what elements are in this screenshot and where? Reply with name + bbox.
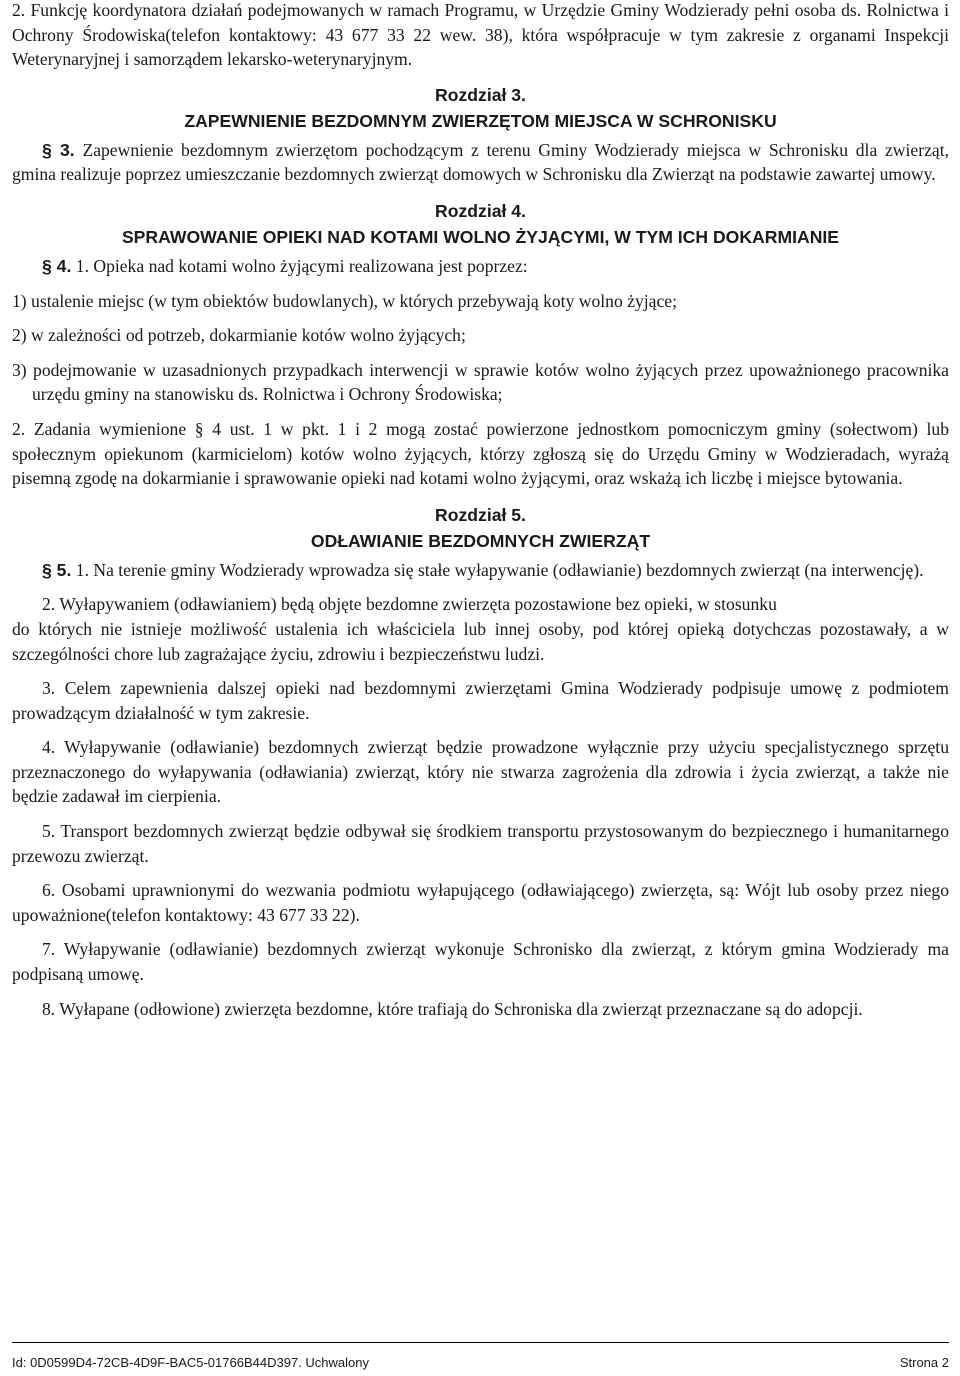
section-5-paragraph-3: 3. Celem zapewnienia dalszej opieki nad bezdomnymi zwierzętami Gmina Wodzierady podpisuje umowę z podmiotem prowadzącym działalność w tym zakresie. xyxy=(12,678,949,723)
section-5-paragraph-5: 5. Transport bezdomnych zwierząt będzie odbywał się środkiem transportu przystosowanym do bezpiecznego i humanitarnego przewozu zwierząt. xyxy=(12,821,949,866)
section-3-number: § 3. xyxy=(42,139,75,160)
section-4-paragraph-2: 2. Zadania wymienione § 4 ust. 1 w pkt. 1 i 2 mogą zostać powierzone jednostkom pomocniczym gminy (sołectwom) lub społecznym opiekunom (karmicielom) kotów wolno żyjących, którzy zgłoszą się do Urzędu Gminy w Wodzieradach, wyrażą pisemną zgodę na dokarmianie i sprawowanie opieki nad kotami wolno żyjącymi, oraz wskażą ich liczbę i miejsce bytowania. xyxy=(12,418,949,489)
chapter-5-label: Rozdział 5. xyxy=(435,504,526,525)
section-3-text: Zapewnienie bezdomnym zwierzętom pochodzącym z terenu Gminy Wodzierady miejsca w Schronisku dla zwierząt, gmina realizuje poprzez umieszczanie bezdomnych zwierząt domowych w Schronisku dla Zwierząt na podstawie zawartej umowy. xyxy=(12,139,949,185)
section-4-item-1: 1) ustalenie miejsc (w tym obiektów budowlanych), w których przebywają koty wolno żyjące; xyxy=(12,290,677,311)
chapter-3-title: ZAPEWNIENIE BEZDOMNYM ZWIERZĘTOM MIEJSCA W SCHRONISKU xyxy=(184,110,777,131)
section-5-paragraph-2a: 2. Wyłapywaniem (odławianiem) będą objęte bezdomne zwierzęta pozostawione bez opieki, w stosunku xyxy=(42,594,777,615)
section-5-number: § 5. xyxy=(42,559,72,580)
chapter-3-label: Rozdział 3. xyxy=(435,84,526,105)
section-5 xyxy=(12,558,949,583)
section-4-text: 1. Opieka nad kotami wolno żyjącymi realizowana jest poprzez: xyxy=(75,255,528,276)
chapter-4-title: SPRAWOWANIE OPIEKI NAD KOTAMI WOLNO ŻYJĄCYMI, W TYM ICH DOKARMIANIE xyxy=(121,226,840,247)
document-page xyxy=(12,0,949,1021)
section-4-number: § 4. xyxy=(42,255,72,276)
section-5-paragraph-8: 8. Wyłapane (odłowione) zwierzęta bezdomne, które trafiają do Schroniska dla zwierząt przeznaczane są do adopcji. xyxy=(42,998,863,1019)
paragraph-intro: 2. Funkcję koordynatora działań podejmowanych w ramach Programu, w Urzędzie Gminy Wodzierady pełni osoba ds. Rolnictwa i Ochrony Środowiska(telefon kontaktowy: 43 677 33 22 wew. 38), która współpracuje w tym zakresie z organami Inspekcji Weterynaryjnej i samorządem lekarsko-weterynaryjnym. xyxy=(12,0,949,70)
section-5-paragraph-2b: do których nie istnieje możliwość ustalenia ich właściciela lub innej osoby, pod której opieką dotychczas pozostawały, a w szczególności chore lub zagrażające życiu, zdrowiu i bezpieczeństwu ludzi. xyxy=(12,618,949,664)
page-footer xyxy=(12,1342,949,1370)
section-4-item-3: 3) podejmowanie w uzasadnionych przypadkach interwencji w sprawie kotów wolno żyjących przez upoważnionego pracownika urzędu gminy na stanowisku ds. Rolnictwa i Ochrony Środowiska; xyxy=(12,359,949,405)
page-number: Strona 2 xyxy=(899,1355,949,1370)
document-id: Id: 0D0599D4-72CB-4D9F-BAC5-01766B44D397. Uchwalony xyxy=(12,1355,369,1370)
section-5-paragraph-6: 6. Osobami uprawnionymi do wezwania podmiotu wyłapującego (odławiającego) zwierzęta, są: Wójt lub osoby przez niego upoważnione(telefon kontaktowy: 43 677 33 22). xyxy=(12,880,949,925)
section-4 xyxy=(12,254,949,279)
section-4-item-2: 2) w zależności od potrzeb, dokarmianie kotów wolno żyjących; xyxy=(12,325,466,346)
chapter-4-label: Rozdział 4. xyxy=(435,200,526,221)
section-5-paragraph-7: 7. Wyłapywanie (odławianie) bezdomnych zwierząt wykonuje Schronisko dla zwierząt, z którym gmina Wodzierady ma podpisaną umowę. xyxy=(12,939,949,985)
chapter-5-title: ODŁAWIANIE BEZDOMNYCH ZWIERZĄT xyxy=(310,530,651,551)
section-3 xyxy=(12,138,949,187)
section-5-paragraph-4: 4. Wyłapywanie (odławianie) bezdomnych zwierząt będzie prowadzone wyłącznie przy użyciu specjalistycznego sprzętu przeznaczonego do wyłapywania (odławiania) zwierząt, który nie stwarza zagrożenia dla zdrowia i życia zwierząt, a także nie będzie zadawał im cierpienia. xyxy=(12,737,949,807)
section-5-paragraph-1: 1. Na terenie gminy Wodzierady wprowadza się stałe wyłapywanie (odławianie) bezdomnych zwierząt (na interwencję). xyxy=(75,559,924,580)
